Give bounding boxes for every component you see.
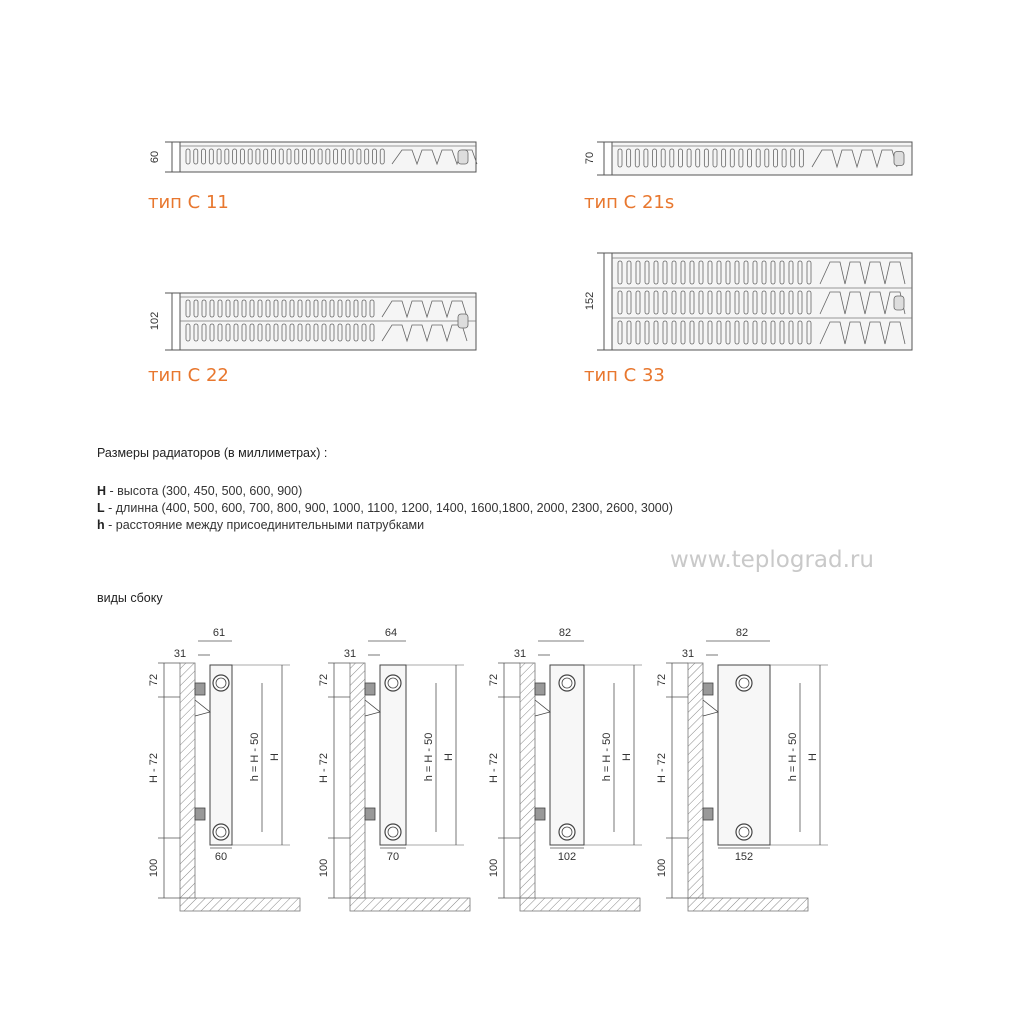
offset-label: 31 xyxy=(343,648,357,660)
overall-depth-label: 82 xyxy=(735,627,749,639)
type-label-c33: тип С 33 xyxy=(584,365,665,386)
top-view-c33 xyxy=(597,253,912,350)
size-line-H: H - высота (300, 450, 500, 600, 900) xyxy=(97,484,303,498)
offset-label: 31 xyxy=(173,648,187,660)
top-view-c22 xyxy=(165,293,476,350)
side-view-4 xyxy=(656,627,828,911)
sizes-list xyxy=(97,483,997,534)
h-label: h = H - 50 xyxy=(787,732,799,782)
h-label: h = H - 50 xyxy=(601,732,613,782)
depth-label-c11: 60 xyxy=(149,150,161,164)
offset-label: 31 xyxy=(513,648,527,660)
top-gap-label: 72 xyxy=(148,673,160,687)
bottom-gap-label: 100 xyxy=(656,858,668,878)
h-label: h = H - 50 xyxy=(249,732,261,782)
top-view-c21s xyxy=(597,142,912,175)
bottom-gap-label: 100 xyxy=(148,858,160,878)
middle-label: H - 72 xyxy=(148,753,160,783)
overall-depth-label: 61 xyxy=(212,627,226,639)
side-view-1 xyxy=(148,627,300,911)
watermark: www.teplograd.ru xyxy=(670,547,874,573)
overall-depth-label: 82 xyxy=(558,627,572,639)
middle-label: H - 72 xyxy=(488,753,500,783)
H-label: H xyxy=(621,753,633,761)
side-view-3 xyxy=(488,627,642,911)
h-label: h = H - 50 xyxy=(423,732,435,782)
size-line-L: L - длинна (400, 500, 600, 700, 800, 900, 1000, 1100, 1200, 1400, 1600,1800, 2000, 2300, 2600, 3000) xyxy=(97,501,673,515)
middle-label: H - 72 xyxy=(318,753,330,783)
type-label-c21s: тип С 21s xyxy=(584,192,675,213)
size-line-h: h - расстояние между присоединительными патрубками xyxy=(97,518,425,532)
offset-label: 31 xyxy=(681,648,695,660)
depth-label-c21s: 70 xyxy=(584,151,596,165)
depth-label-c33: 152 xyxy=(584,291,596,311)
top-gap-label: 72 xyxy=(318,673,330,687)
panel-depth-label: 60 xyxy=(214,851,228,863)
top-view-c11 xyxy=(165,142,477,172)
H-label: H xyxy=(807,753,819,761)
side-views-heading: виды сбоку xyxy=(97,591,163,605)
panel-depth-label: 70 xyxy=(386,851,400,863)
top-gap-label: 72 xyxy=(488,673,500,687)
depth-label-c22: 102 xyxy=(149,311,161,331)
panel-depth-label: 152 xyxy=(734,851,754,863)
overall-depth-label: 64 xyxy=(384,627,398,639)
bottom-gap-label: 100 xyxy=(488,858,500,878)
type-label-c11: тип С 11 xyxy=(148,192,229,213)
middle-label: H - 72 xyxy=(656,753,668,783)
side-view-2 xyxy=(318,627,470,911)
H-label: H xyxy=(443,753,455,761)
panel-depth-label: 102 xyxy=(557,851,577,863)
sizes-heading: Размеры радиаторов (в миллиметрах) : xyxy=(97,446,328,460)
type-label-c22: тип С 22 xyxy=(148,365,229,386)
bottom-gap-label: 100 xyxy=(318,858,330,878)
H-label: H xyxy=(269,753,281,761)
top-gap-label: 72 xyxy=(656,673,668,687)
